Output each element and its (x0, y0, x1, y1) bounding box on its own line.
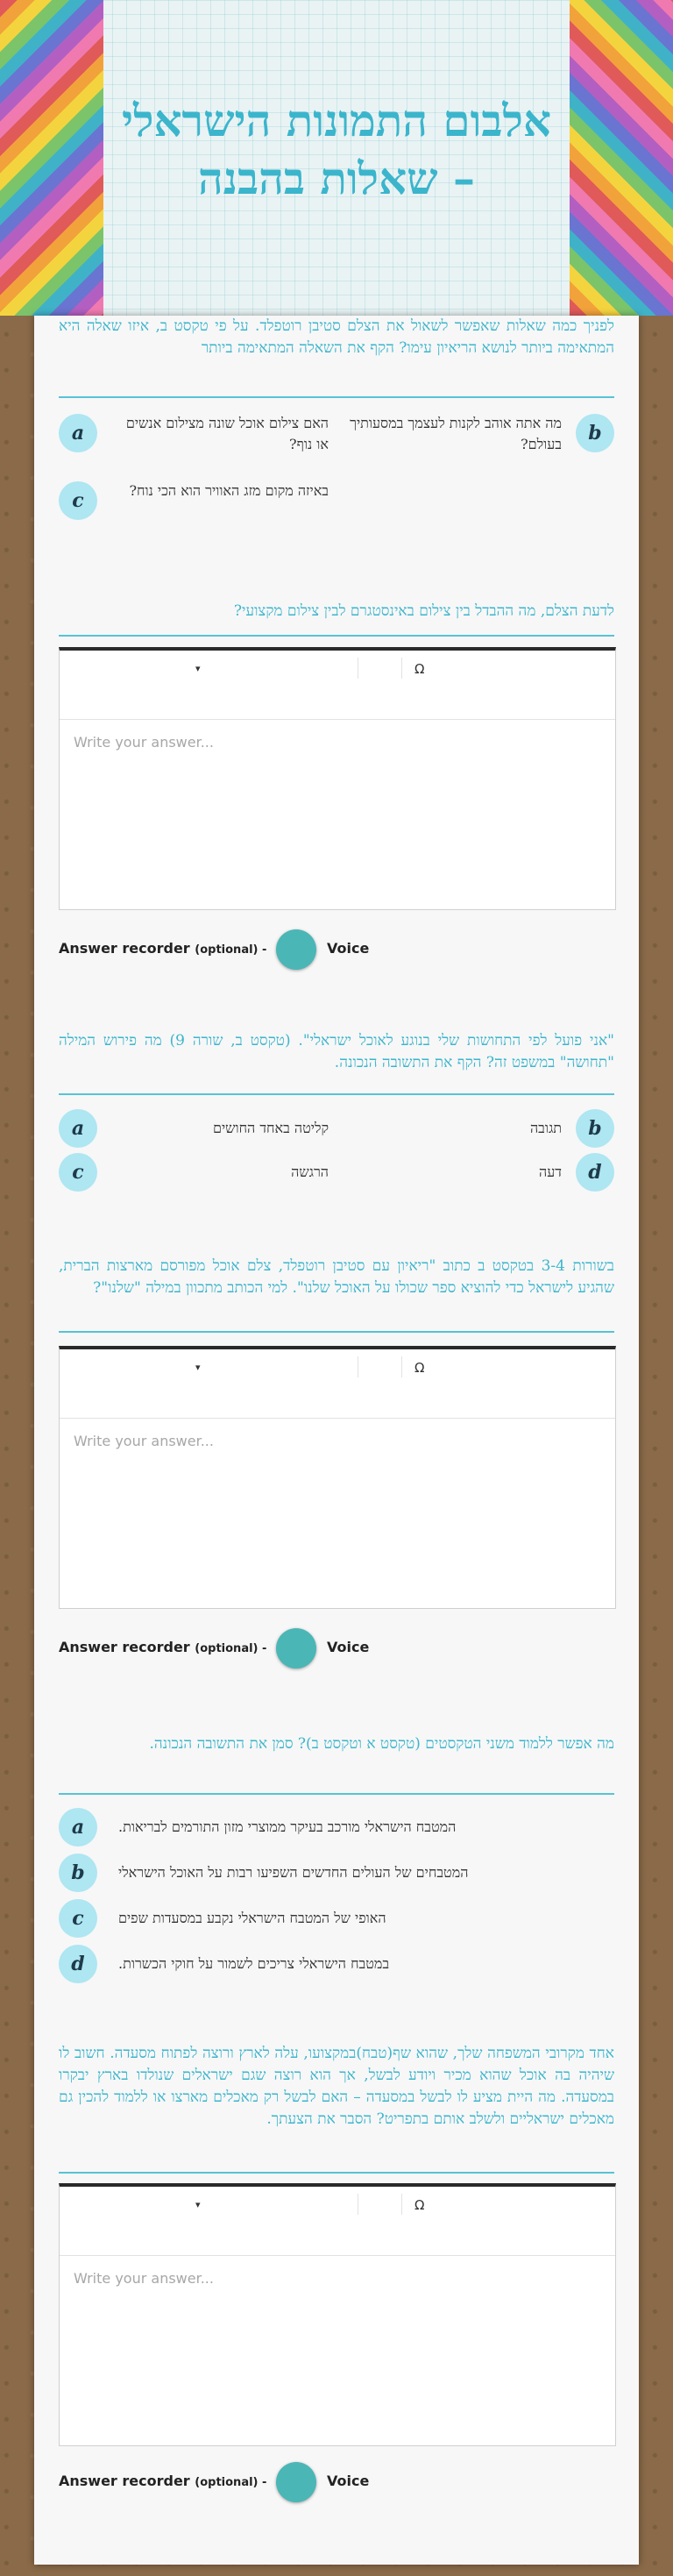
format-dropdown-arrow[interactable]: ▾ (195, 1362, 201, 1373)
option-letter-badge: c (59, 1899, 97, 1938)
voice-label: Voice (327, 940, 370, 957)
question-6-text: אחד מקרובי המשפחה שלך, שהוא שף(טבח)במקצועו, עלה לארץ ורוצה לפתוח מסעדה. חשוב לו שיהיה בה אוכל שהוא מכיר ויודע לבשל, אך הוא רוצה שגם ישראלים שנולדו בארץ יבקרו במסעדה. מה היית מציע לו לבשל במסעדה – האם לבשל רק מאכלים מארצו או ללמוד להכין גם מאכלים ישראליים ולשלב אותם בתפריט? הסבר את הצעתך. (59, 2045, 614, 2128)
option-text: במטבח הישראלי צריכים לשמור על חוקי הכשרות. (118, 1955, 390, 1972)
q3-option-a[interactable] (59, 1109, 332, 1148)
format-dropdown-arrow[interactable]: ▾ (195, 663, 201, 674)
option-text: האם צילום אוכל שונה מצילום אנשים או נוף? (125, 415, 329, 452)
decorative-stripes-right (570, 0, 673, 316)
recorder-label: Answer recorder (optional) - (59, 2473, 267, 2489)
answer-editor (59, 647, 616, 910)
answer-editor (59, 2183, 616, 2446)
toolbar-separator (401, 1356, 402, 1377)
header-banner (0, 0, 673, 316)
divider (59, 2172, 614, 2174)
option-text: מה אתה אוהב לקנות לעצמך במסעותיך בעולם? (350, 415, 562, 452)
voice-label: Voice (327, 1639, 370, 1655)
decorative-stripes-left (0, 0, 103, 316)
worksheet (34, 316, 639, 2565)
recorder-label: Answer recorder (optional) - (59, 1639, 267, 1655)
record-voice-button[interactable] (276, 929, 316, 970)
divider (59, 1793, 614, 1795)
question-5-text: מה אפשר ללמוד משני הטקסטים (טקסט א וטקסט ב)? סמן את התשובה הנכונה. (149, 1735, 614, 1753)
answer-recorder (59, 929, 409, 970)
option-letter-badge: b (576, 1109, 614, 1148)
question-3-text: "אני פועל לפי התחושות שלי בנוגע לאוכל ישראלי". (טקסט ב, שורה 9) מה פירוש המילה "תחושה" במשפט זה? הקף את התשובה הנכונה. (59, 1032, 614, 1071)
option-text: המטבחים של העולים החדשים השפיעו רבות על האוכל הישראלי (118, 1864, 469, 1881)
answer-recorder (59, 1628, 409, 1669)
toolbar-separator (401, 2194, 402, 2215)
format-dropdown-arrow[interactable]: ▾ (195, 2199, 201, 2210)
question-1-text: לפניך כמה שאלות שאפשר לשאול את הצלם סטיבן רוטפלד. על פי טקסט ב, איזו שאלה היא המתאימה ביותר לנושא הריאיון עימו? הקף את השאלה המתאימה ביותר (59, 317, 614, 357)
q5-option-c[interactable] (59, 1899, 614, 1938)
record-voice-button[interactable] (276, 2462, 316, 2502)
option-text: האופי של המטבח הישראלי נקבע במסעדות שפים (118, 1910, 386, 1926)
special-characters-button[interactable]: Ω (414, 2197, 425, 2213)
answer-textarea[interactable] (60, 1419, 615, 1608)
answer-recorder (59, 2462, 409, 2502)
editor-toolbar (60, 2187, 615, 2256)
option-letter-badge: a (59, 414, 97, 452)
editor-toolbar (60, 651, 615, 720)
option-letter-badge: c (59, 481, 97, 520)
divider (59, 635, 614, 637)
option-letter-badge: b (576, 414, 614, 452)
divider (59, 396, 614, 398)
divider (59, 1331, 614, 1333)
answer-editor (59, 1346, 616, 1609)
option-text: תגובה (529, 1120, 562, 1136)
option-letter-badge: b (59, 1854, 97, 1892)
editor-toolbar (60, 1349, 615, 1419)
option-letter-badge: c (59, 1153, 97, 1192)
q3-option-c[interactable] (59, 1153, 332, 1192)
q1-option-c[interactable] (59, 481, 332, 520)
q5-option-d[interactable] (59, 1945, 614, 1983)
option-letter-badge: a (59, 1109, 97, 1148)
option-letter-badge: a (59, 1808, 97, 1847)
recorder-label: Answer recorder (optional) - (59, 940, 267, 957)
special-characters-button[interactable]: Ω (414, 661, 425, 677)
option-letter-badge: d (576, 1153, 614, 1192)
q1-option-b[interactable] (341, 414, 614, 452)
question-2-text: לדעת הצלם, מה ההבדל בין צילום באינסטגרם לבין צילום מקצועי? (233, 602, 614, 620)
voice-label: Voice (327, 2473, 370, 2489)
q1-option-a[interactable] (59, 414, 332, 452)
answer-textarea[interactable] (60, 720, 615, 909)
option-text: דעה (539, 1163, 562, 1180)
option-letter-badge: d (59, 1945, 97, 1983)
option-text: הרגשה (291, 1163, 329, 1180)
divider (59, 1093, 614, 1095)
record-voice-button[interactable] (276, 1628, 316, 1669)
option-text: באיזה מקום מזג האוויר הוא הכי נוח? (129, 482, 329, 499)
page-title: אלבום התמונות הישראלי – שאלות בהבנה (121, 95, 552, 204)
option-text: קליטה באחד החושים (212, 1120, 329, 1136)
q5-option-a[interactable] (59, 1808, 614, 1847)
q5-option-b[interactable] (59, 1854, 614, 1892)
special-characters-button[interactable]: Ω (414, 1360, 425, 1376)
q3-option-b[interactable] (341, 1109, 614, 1148)
question-4-text: בשורות 3-4 בטקסט ב כתוב "ריאיון עם סטיבן רוטפלד, צלם אוכל מפורסם מארצות הברית, שהגיע לישראל כדי להוציא ספר שכולו על האוכל שלנו". למי הכותב מתכוון במילה "שלנו"? (59, 1257, 614, 1297)
option-text: המטבח הישראלי מורכב בעיקר ממוצרי מזון התורמים לבריאות. (118, 1818, 457, 1835)
toolbar-separator (401, 658, 402, 679)
answer-textarea[interactable] (60, 2256, 615, 2445)
q3-option-d[interactable] (341, 1153, 614, 1192)
